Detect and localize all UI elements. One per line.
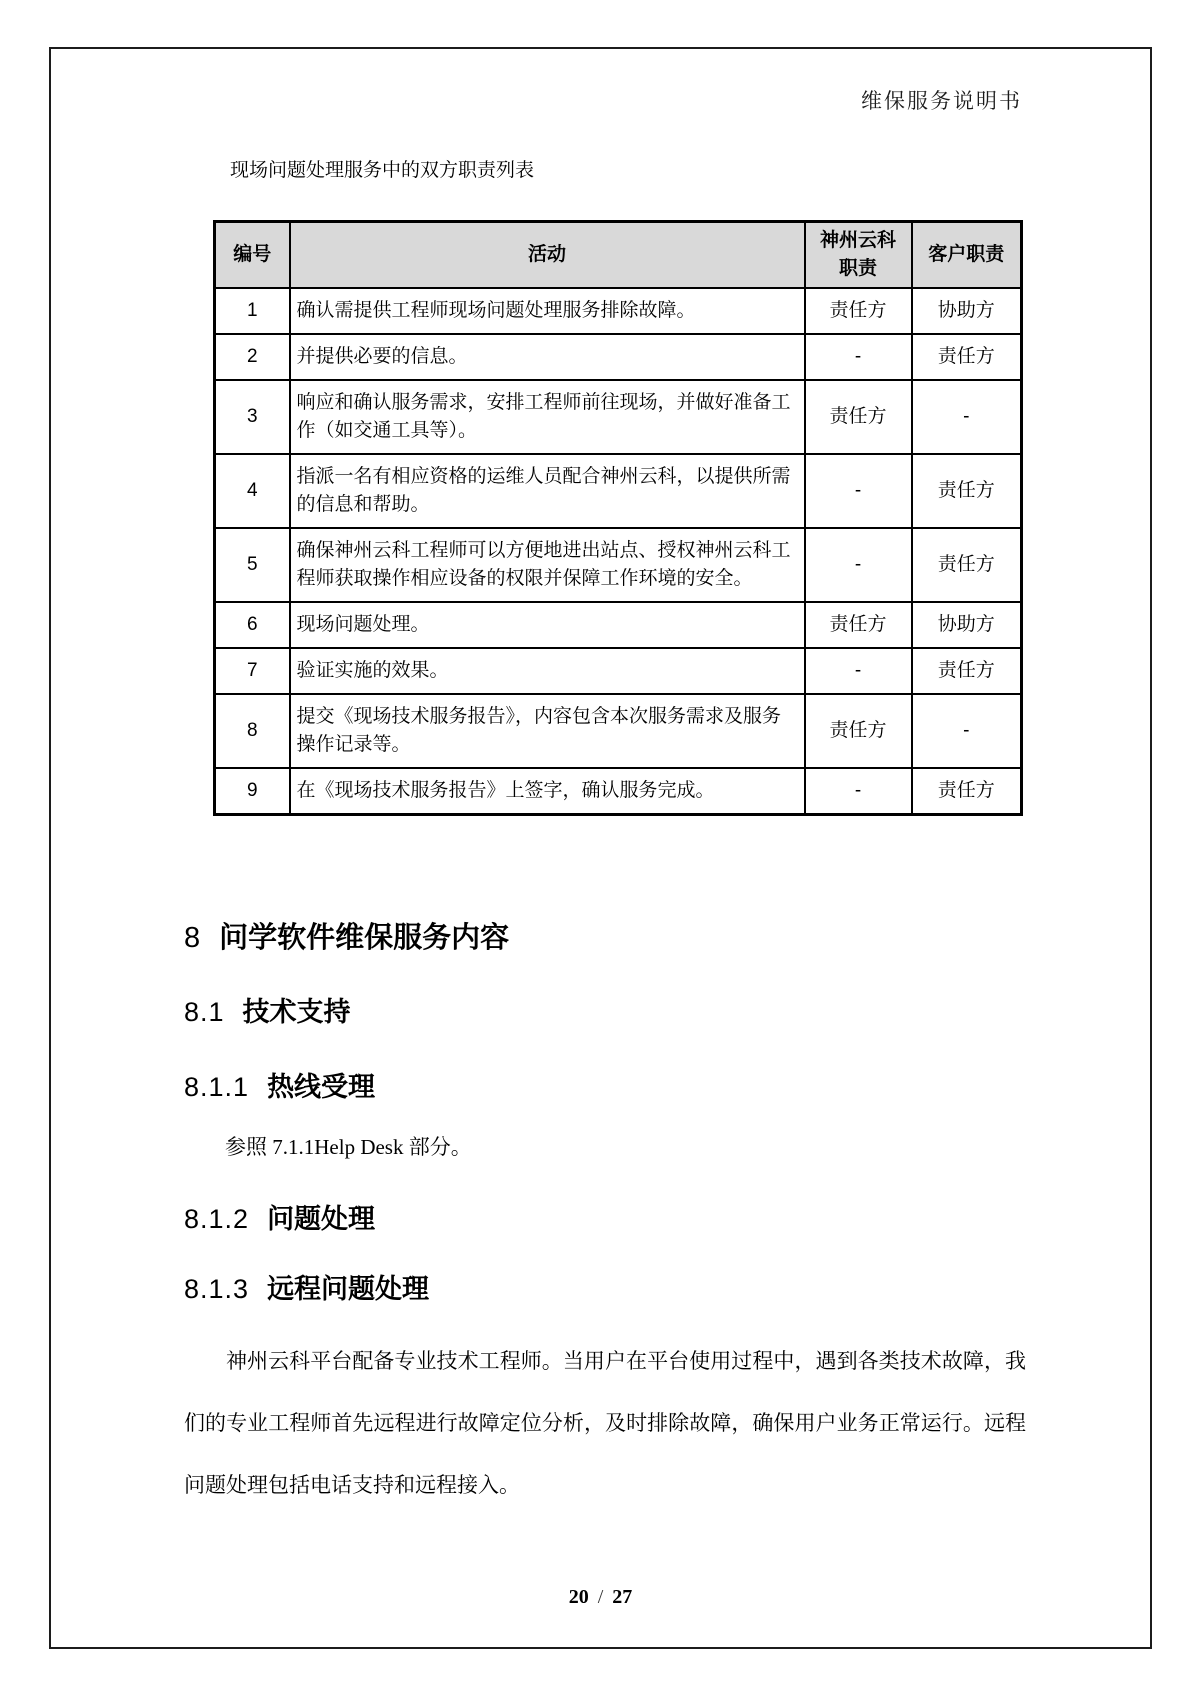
row-number: 4 — [215, 454, 290, 528]
row-vendor-role: 责任方 — [805, 602, 912, 648]
section-title: 远程问题处理 — [267, 1274, 430, 1304]
section-heading-8-1 — [184, 990, 351, 1029]
table-row — [215, 694, 1022, 768]
row-number: 7 — [215, 648, 290, 694]
table-header-row — [215, 222, 1022, 289]
col-header-customer: 客户职责 — [912, 222, 1022, 289]
row-number: 2 — [215, 334, 290, 380]
row-vendor-role: 责任方 — [805, 380, 912, 454]
page-footer — [51, 1586, 1150, 1609]
section-title: 技术支持 — [242, 997, 351, 1027]
row-activity: 提交《现场技术服务报告》，内容包含本次服务需求及服务操作记录等。 — [290, 694, 805, 768]
row-customer-role: 协助方 — [912, 288, 1022, 334]
page-separator: / — [597, 1586, 604, 1608]
row-customer-role: - — [912, 380, 1022, 454]
row-vendor-role: 责任方 — [805, 694, 912, 768]
row-customer-role: - — [912, 694, 1022, 768]
body-paragraph: 神州云科平台配备专业技术工程师。当用户在平台使用过程中，遇到各类技术故障，我们的专业工程师首先远程进行故障定位分析，及时排除故障，确保用户业务正常运行。远程问题处理包括电话支持和远程接入。 — [184, 1350, 1026, 1497]
section-heading-8 — [184, 915, 509, 956]
row-number: 3 — [215, 380, 290, 454]
table-row — [215, 334, 1022, 380]
table-caption: 现场问题处理服务中的双方职责列表 — [230, 160, 535, 181]
table-row — [215, 602, 1022, 648]
page-total: 27 — [612, 1586, 633, 1608]
section-title: 问学软件维保服务内容 — [219, 922, 510, 954]
section-number: 8.1.3 — [184, 1274, 250, 1304]
section-number: 8.1 — [184, 997, 225, 1027]
table-row — [215, 288, 1022, 334]
row-activity: 并提供必要的信息。 — [290, 334, 805, 380]
row-vendor-role: - — [805, 528, 912, 602]
section-number: 8 — [184, 922, 202, 954]
row-vendor-role: - — [805, 334, 912, 380]
row-customer-role: 责任方 — [912, 648, 1022, 694]
row-number: 5 — [215, 528, 290, 602]
section-number: 8.1.2 — [184, 1204, 250, 1234]
row-customer-role: 责任方 — [912, 454, 1022, 528]
col-header-activity: 活动 — [290, 222, 805, 289]
row-number: 6 — [215, 602, 290, 648]
responsibility-table-body — [215, 288, 1022, 815]
section-heading-8-1-1 — [184, 1065, 375, 1104]
reference-note: 参照 7.1.1Help Desk 部分。 — [225, 1135, 472, 1159]
row-vendor-role: - — [805, 648, 912, 694]
table-row — [215, 380, 1022, 454]
row-activity: 确认需提供工程师现场问题处理服务排除故障。 — [290, 288, 805, 334]
row-activity: 响应和确认服务需求，安排工程师前往现场，并做好准备工作（如交通工具等）。 — [290, 380, 805, 454]
section-title: 问题处理 — [267, 1204, 376, 1234]
responsibility-table — [213, 220, 1023, 816]
page-border — [49, 47, 1152, 1649]
page-number: 20 — [568, 1586, 589, 1608]
row-vendor-role: 责任方 — [805, 288, 912, 334]
col-header-vendor: 神州云科职责 — [805, 222, 912, 289]
col-header-number: 编号 — [215, 222, 290, 289]
page-header-title: 维保服务说明书 — [861, 89, 1022, 113]
row-customer-role: 协助方 — [912, 602, 1022, 648]
row-activity: 在《现场技术服务报告》上签字，确认服务完成。 — [290, 768, 805, 815]
row-number: 8 — [215, 694, 290, 768]
row-customer-role: 责任方 — [912, 334, 1022, 380]
section-title: 热线受理 — [267, 1072, 376, 1102]
section-heading-8-1-2 — [184, 1197, 375, 1236]
table-row — [215, 648, 1022, 694]
row-vendor-role: - — [805, 454, 912, 528]
row-activity: 现场问题处理。 — [290, 602, 805, 648]
row-vendor-role: - — [805, 768, 912, 815]
table-row — [215, 768, 1022, 815]
section-heading-8-1-3 — [184, 1267, 429, 1306]
table-row — [215, 528, 1022, 602]
row-activity: 指派一名有相应资格的运维人员配合神州云科，以提供所需的信息和帮助。 — [290, 454, 805, 528]
row-activity: 验证实施的效果。 — [290, 648, 805, 694]
row-number: 9 — [215, 768, 290, 815]
row-customer-role: 责任方 — [912, 768, 1022, 815]
row-activity: 确保神州云科工程师可以方便地进出站点、授权神州云科工程师获取操作相应设备的权限并保障工作环境的安全。 — [290, 528, 805, 602]
row-number: 1 — [215, 288, 290, 334]
table-row — [215, 454, 1022, 528]
section-number: 8.1.1 — [184, 1072, 250, 1102]
row-customer-role: 责任方 — [912, 528, 1022, 602]
